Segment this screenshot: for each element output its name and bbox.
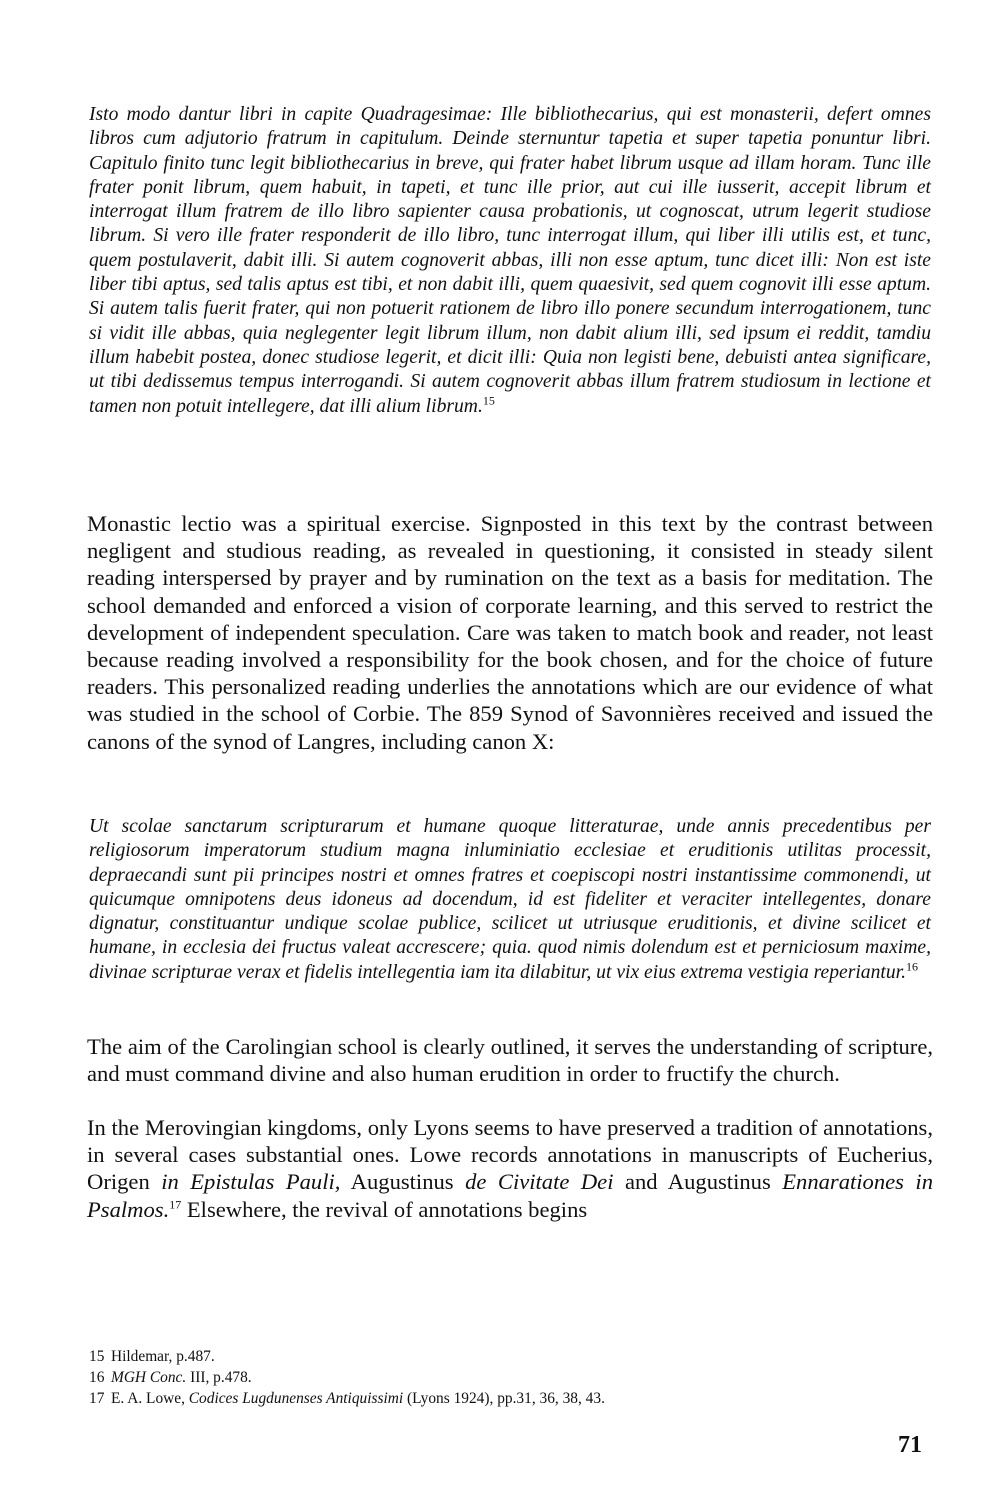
paragraph-carolingian-school: The aim of the Carolingian school is clearly outlined, it serves the understanding of scripture, and must command divine and also human erudition in order to fructify the church. xyxy=(87,1034,933,1087)
title-epistulas: in Epistulas Pauli, xyxy=(161,1169,341,1195)
title-civitate-dei: de Civitate Dei xyxy=(465,1169,614,1195)
footnotes xyxy=(89,1346,931,1409)
footnote-15: 15 Hildemar, p.487. xyxy=(89,1348,215,1365)
footnote-17: 17 E. A. Lowe, Codices Lugdunenses Antiquissimi (Lyons 1924), pp.31, 36, 38, 43. xyxy=(89,1390,605,1407)
footnote-ref-17[interactable]: 17 xyxy=(169,1197,182,1212)
page-number: 71 xyxy=(898,1432,922,1458)
quote-text: Isto modo dantur libri in capite Quadragesimae: Ille bibliothecarius, qui est monasterii, defert omnes libros cum adjutorio fratrum in capitulum. Deinde sternuntur tapetia et super tapetia ponuntur libri. Capitulo finito tunc legit bibliothecarius in breve, qui frater habet librum usque ad illam horam. Tunc ille frater ponit librum, quem habuit, in tapeti, et tunc ille prior, aut cui ille iusserit, accepit librum et interrogat illum fratrem de illo libro sapienter causa probationis, ut cognoscat, utrum legerit studiose librum. Si vero ille frater responderit de illo libro, tunc interrogat illum, qui liber illi utilis est, et tunc, quem postulaverit, dabit illi. Si autem cognoverit abbas, illi non esse aptum, tunc dicet illi: Non est iste liber tibi aptus, sed talis aptus est tibi, et non dabit illi, quem quaesivit, sed quem cognovit illi esse aptum. Si autem talis fuerit frater, qui non potuerit rationem de libro illo ponere secundum interrogationem, tunc si vidit ille abbas, quia neglegenter legit librum illum, non dabit alium illi, sed ipsum ei reddit, tamdiu illum habebit postea, donec studiose legerit, et dicit illi: Quia non legisti bene, debuisti antea significare, ut tibi dedissemus tempus interrogandi. Si autem cognoverit abbas illum fratrem studiosum in lectione et tamen non potuit intellegere, dat illi alium librum. xyxy=(89,104,931,417)
latin-quote-hildemar xyxy=(89,103,931,419)
footnote-ref-15[interactable]: 15 xyxy=(482,393,495,408)
title-ennarationes: Ennarationes in Psalmos. xyxy=(87,1169,934,1222)
quote-text: Ut scolae sanctarum scripturarum et humane quoque litteraturae, unde annis precedentibus per religiosorum imperatorum studium magna inluminiatio ecclesiae et eruditionis utilitas processit, depraecandi sunt pii principes nostri et omnes fratres et coepiscopi nostri instantissime commonendi, ut quicumque omnipotens deus idoneus ad docendum, id est fideliter et veraciter intellegentes, donare dignatur, constituantur undique scolae publice, scilicet ut utriusque eruditionis, et divine scilicet et humane, in ecclesia dei fructus valeat accrescere; quia. quod nimis dolendum est et perniciosum maxime, divinae scripturae verax et fidelis intellegentia iam ita dilabitur, ut vix eius extrema vestigia reperiantur. xyxy=(89,816,931,983)
footnote-ref-16[interactable]: 16 xyxy=(905,959,918,974)
latin-quote-canon-x xyxy=(89,815,931,985)
footnote-16: 16 MGH Conc. III, p.478. xyxy=(89,1369,252,1386)
paragraph-merovingian: In the Merovingian kingdoms, only Lyons seems to have preserved a tradition of annotations, in several cases substantial ones. Lowe records annotations in manuscripts of Eucherius, Origen in Epistulas Pauli, Augustinus de Civitate Dei and Augustinus Ennarationes in Psalmos.$^{17}$ Elsewhere, the revival of annotations begins xyxy=(87,1115,934,1222)
paragraph-monastic-lectio: Monastic lectio was a spiritual exercise. Signposted in this text by the contrast between negligent and studious reading, as revealed in questioning, it consisted in steady silent reading interspersed by prayer and by rumination on the text as a basis for meditation. The school demanded and enforced a vision of corporate learning, and this served to restrict the development of independent speculation. Care was taken to match book and reader, not least because reading involved a responsibility for the book chosen, and for the choice of future readers. This personalized reading underlies the annotations which are our evidence of what was studied in the school of Corbie. The 859 Synod of Savonnières received and issued the canons of the synod of Langres, including canon X: xyxy=(87,511,933,754)
